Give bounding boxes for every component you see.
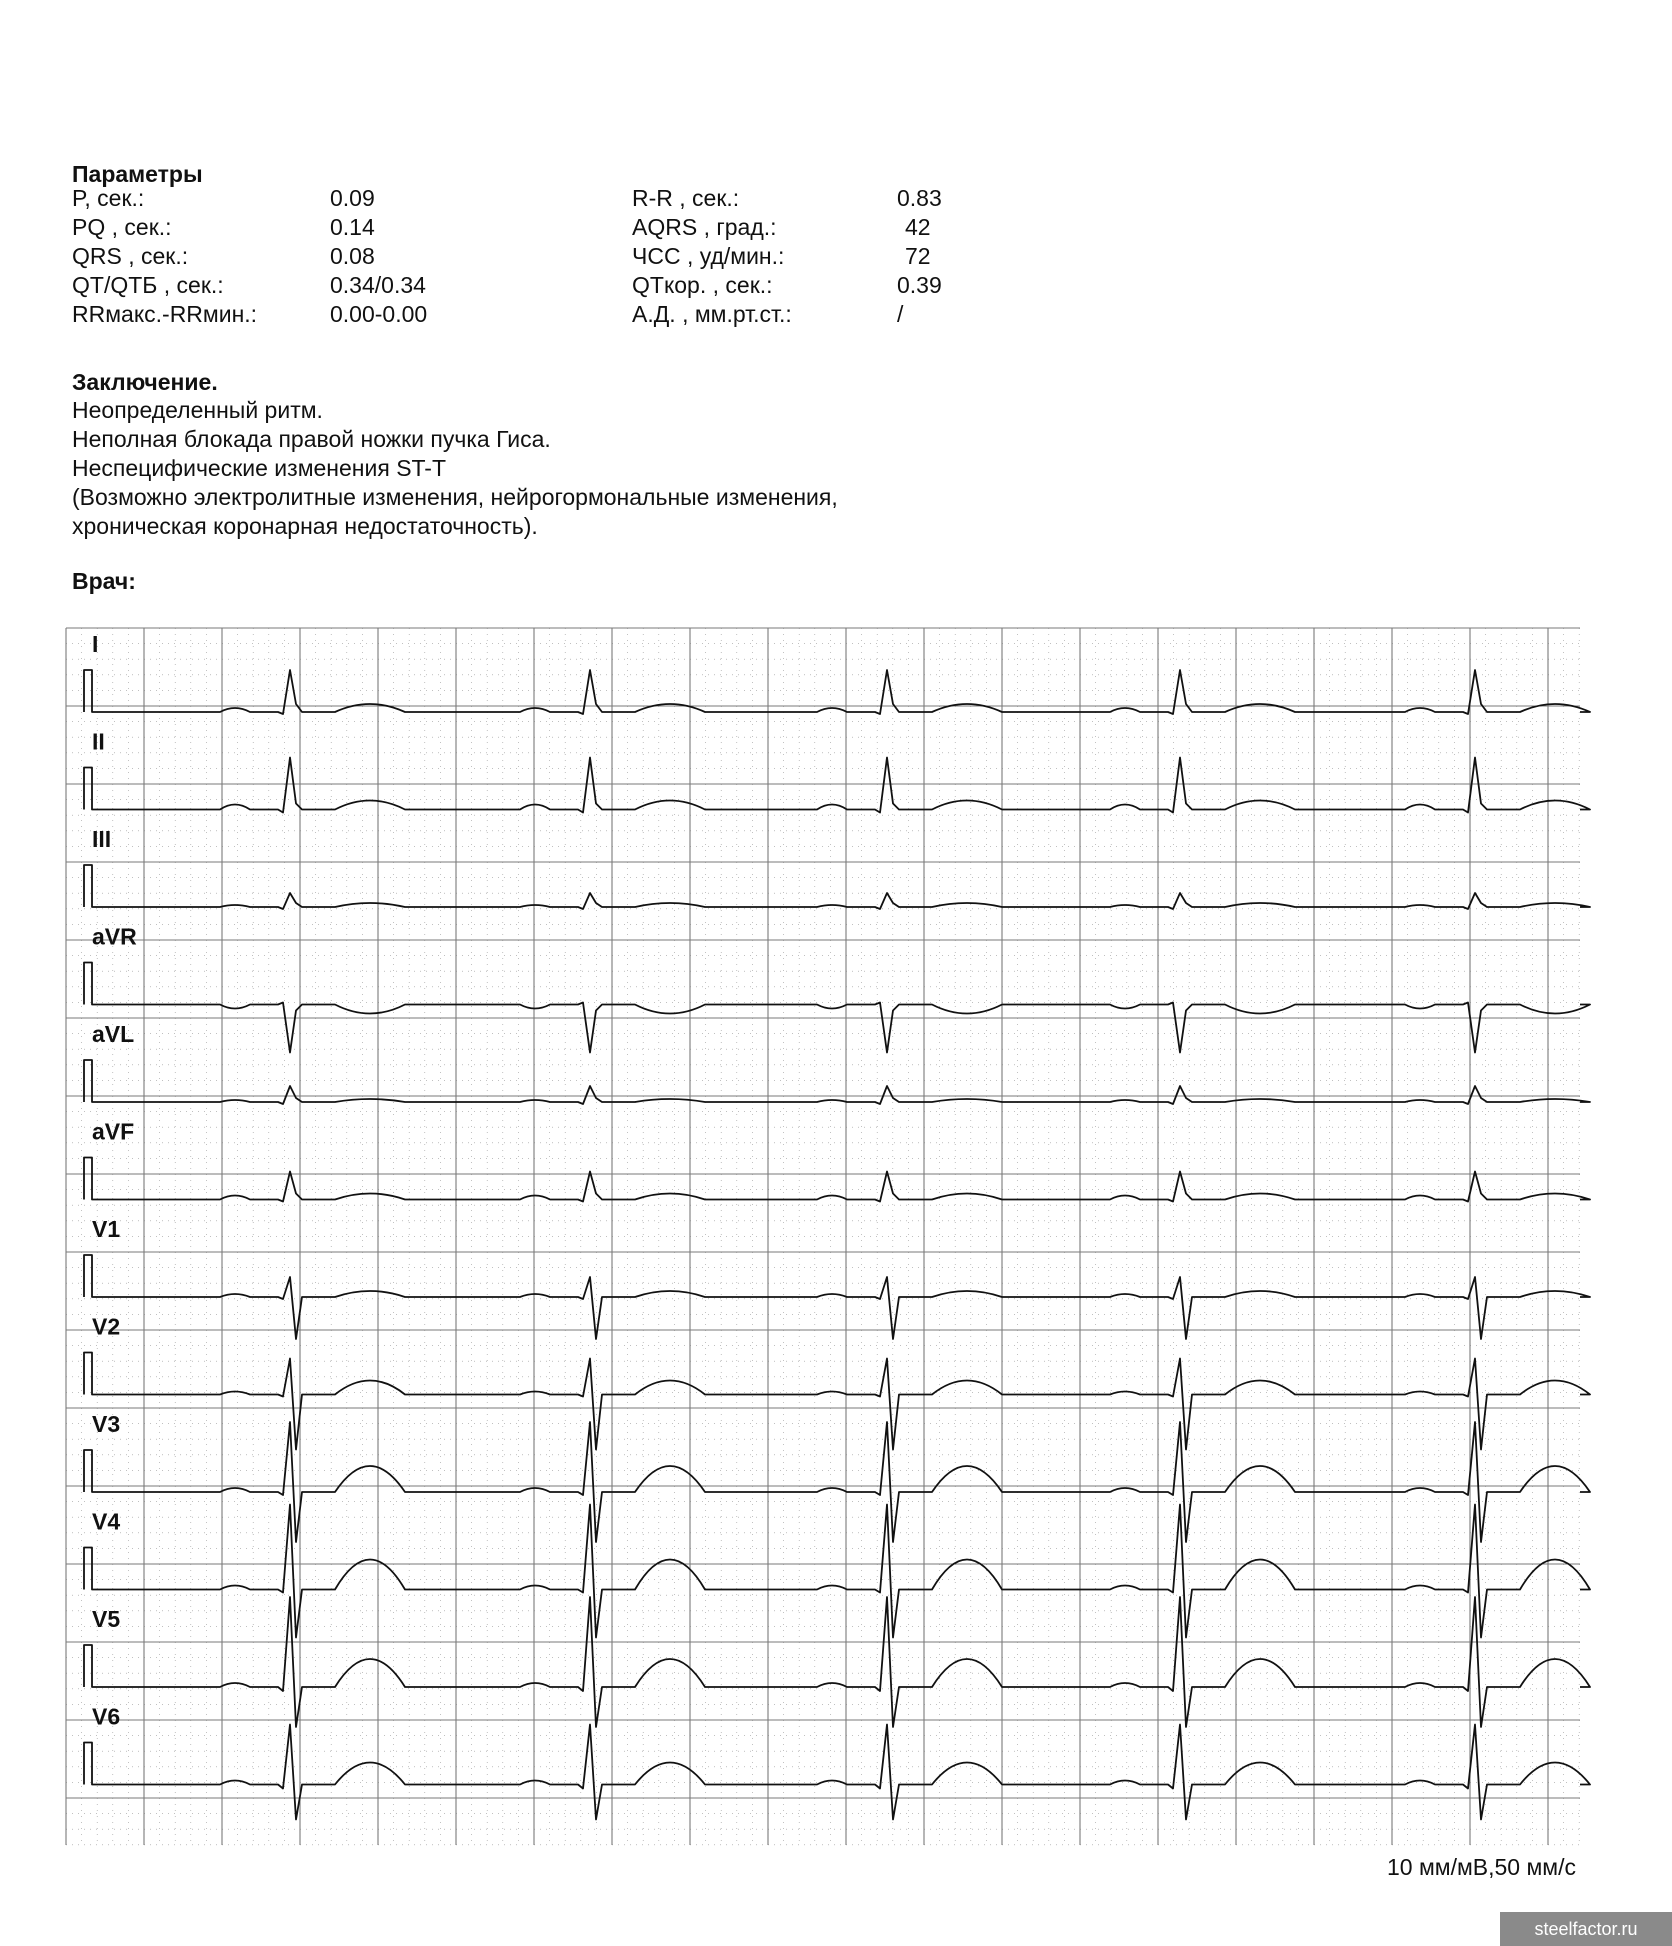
lead-label-i: I — [92, 631, 99, 657]
lead-trace-i — [84, 670, 1590, 714]
lead-trace-avl — [84, 1060, 1590, 1104]
lead-label-v4: V4 — [92, 1508, 121, 1535]
param-value: 42 — [905, 214, 931, 240]
lead-trace-v3 — [84, 1422, 1590, 1542]
param-value: 0.00-0.00 — [330, 301, 428, 327]
param-label: R-R , сек.: — [632, 185, 740, 211]
lead-label-v3: V3 — [92, 1411, 121, 1437]
param-label: QRS , сек.: — [72, 243, 189, 269]
lead-label-avf: aVF — [92, 1118, 135, 1145]
lead-trace-avr — [84, 963, 1590, 1053]
conclusion-line: (Возможно электролитные изменения, нейрогормональные изменения, — [72, 484, 838, 510]
param-label: AQRS , град.: — [632, 214, 777, 240]
lead-trace-v5 — [84, 1597, 1590, 1727]
param-value: / — [897, 301, 904, 327]
param-value: 0.39 — [897, 272, 942, 298]
param-label: QT/QTБ , сек.: — [72, 272, 224, 298]
lead-label-v2: V2 — [92, 1313, 121, 1340]
ecg-scale-note: 10 мм/мВ,50 мм/с — [1386, 1854, 1576, 1880]
lead-trace-v4 — [84, 1505, 1590, 1638]
param-value: 0.83 — [897, 185, 942, 211]
conclusion-line: хроническая коронарная недостаточность). — [72, 513, 538, 539]
doctor-label: Врач: — [72, 568, 136, 594]
lead-label-avr: aVR — [92, 923, 137, 950]
param-value: 0.09 — [330, 185, 375, 211]
conclusion-line: Неспецифические изменения ST-T — [72, 455, 447, 481]
param-label: А.Д. , мм.рт.ст.: — [632, 301, 792, 327]
param-label: PQ , сек.: — [72, 214, 172, 240]
conclusion-line: Неопределенный ритм. — [72, 397, 323, 423]
conclusion-title: Заключение. — [72, 369, 218, 395]
lead-trace-ii — [84, 758, 1590, 813]
lead-trace-v2 — [84, 1353, 1590, 1450]
lead-label-iii: III — [92, 826, 112, 852]
lead-label-v5: V5 — [92, 1606, 121, 1632]
watermark: steelfactor.ru — [1500, 1912, 1672, 1946]
lead-label-ii: II — [92, 728, 105, 755]
param-label: QTкор. , сек.: — [632, 272, 773, 298]
parameters-title: Параметры — [72, 161, 203, 187]
lead-trace-v1 — [84, 1255, 1590, 1339]
lead-trace-avf — [84, 1158, 1590, 1202]
param-label: P, сек.: — [72, 185, 145, 211]
ecg-traces — [84, 670, 1590, 1820]
ecg-lead-labels — [92, 631, 137, 1730]
param-value: 72 — [905, 243, 931, 269]
lead-label-v6: V6 — [92, 1703, 121, 1730]
param-label: RRмакс.-RRмин.: — [72, 301, 258, 327]
param-value: 0.08 — [330, 243, 375, 269]
conclusion-line: Неполная блокада правой ножки пучка Гиса. — [72, 426, 551, 452]
lead-label-avl: aVL — [92, 1021, 135, 1047]
param-value: 0.34/0.34 — [330, 272, 426, 298]
lead-trace-v6 — [84, 1725, 1590, 1820]
lead-trace-iii — [84, 865, 1590, 909]
lead-label-v1: V1 — [92, 1216, 121, 1242]
param-value: 0.14 — [330, 214, 375, 240]
param-label: ЧСС , уд/мин.: — [632, 243, 785, 269]
